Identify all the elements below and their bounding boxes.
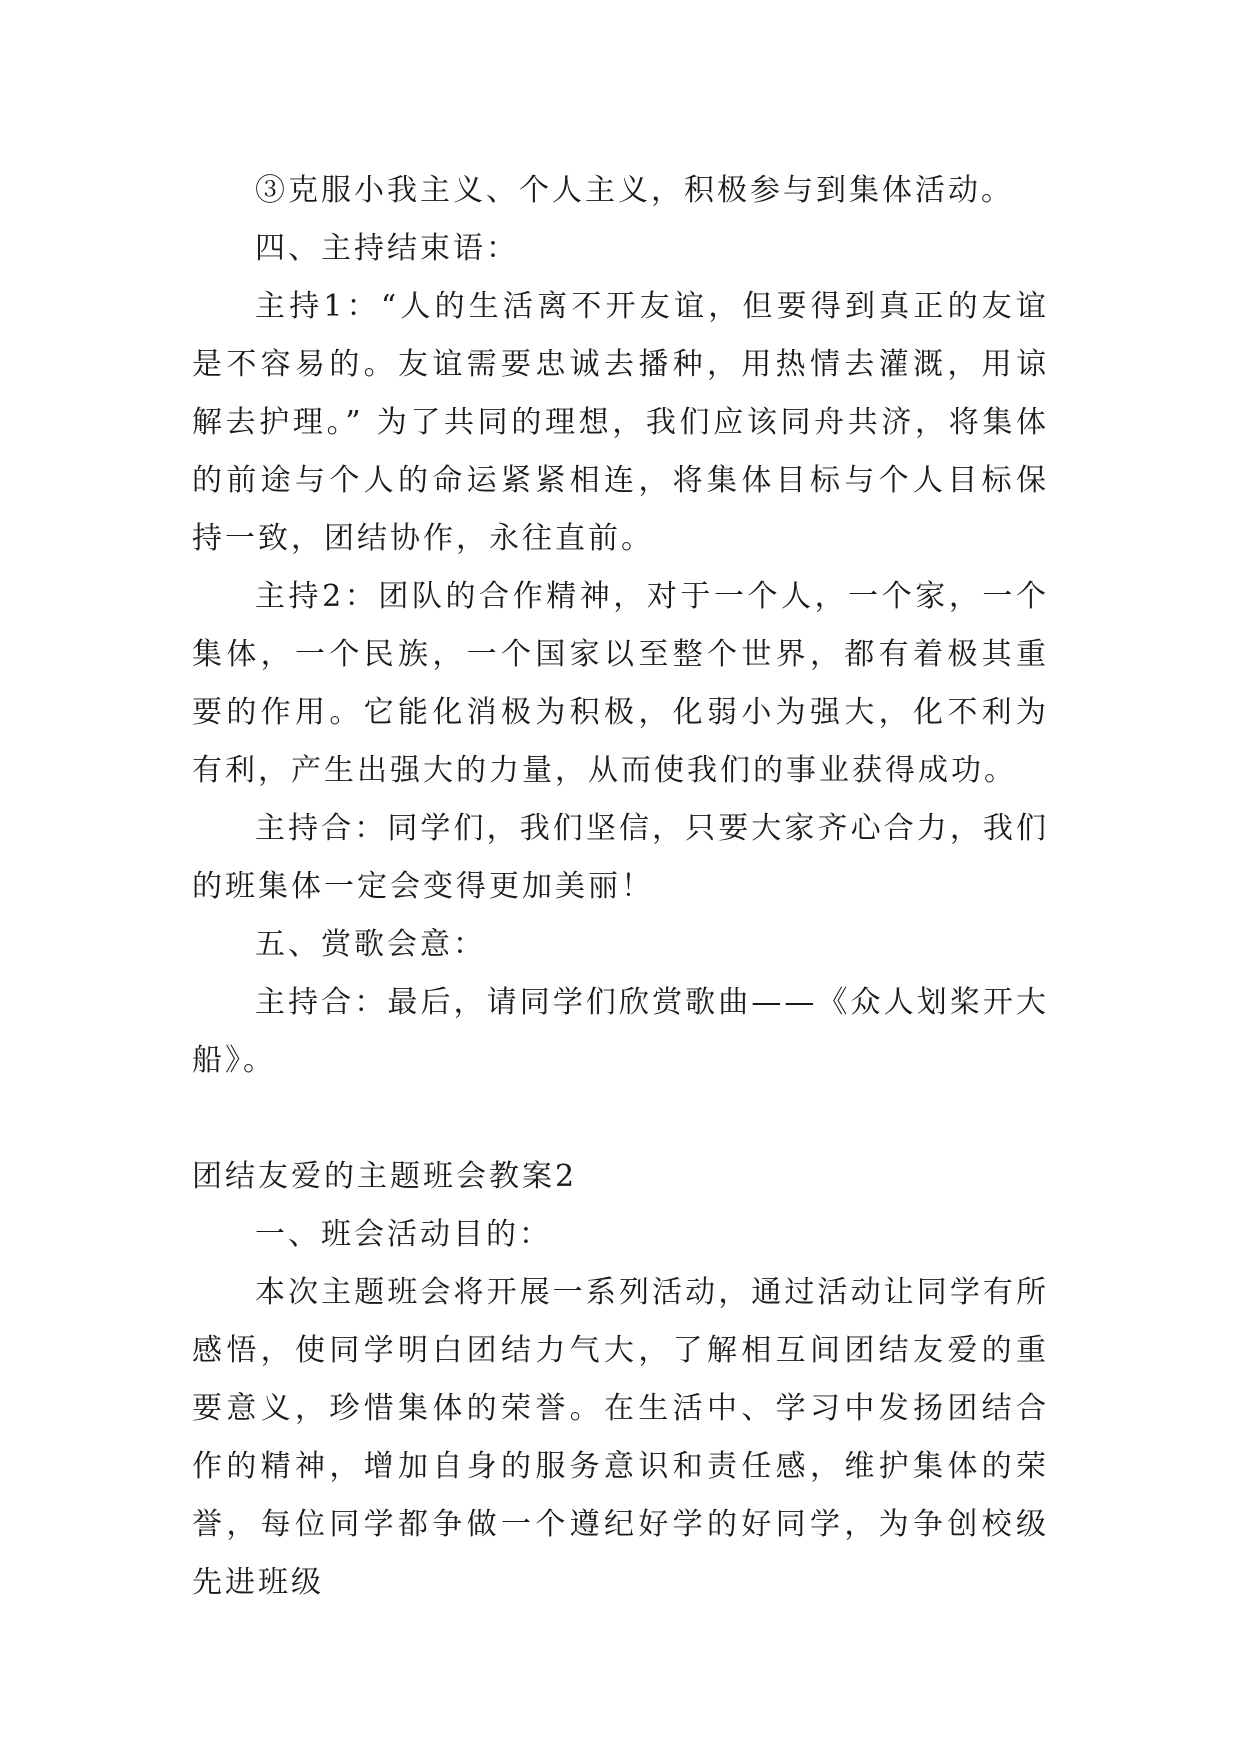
- paragraph: ③克服小我主义、个人主义，积极参与到集体活动。: [255, 173, 1014, 208]
- paragraph-heading: 一、班会活动目的：: [255, 1217, 552, 1252]
- paragraph-heading: 五、赏歌会意：: [255, 927, 486, 962]
- section-title: 团结友爱的主题班会教案2: [192, 1159, 578, 1194]
- paragraph: 本次主题班会将开展一系列活动，通过活动让同学有所感悟，使同学明白团结力气大，了解相互间团结友爱的重要意义，珍惜集体的荣誉。在生活中、学习中发扬团结合作的精神，增加自身的服务意识和责任感，维护集体的荣誉，每位同学都争做一个遵纪好学的好同学，为争创校级先进班级: [192, 1275, 1049, 1600]
- paragraph: 主持合：最后，请同学们欣赏歌曲——《众人划桨开大船》。: [192, 985, 1049, 1078]
- document-page: [192, 162, 1049, 1612]
- paragraph: 主持1：“人的生活离不开友谊，但要得到真正的友谊是不容易的。友谊需要忠诚去播种，用热情去灌溉，用谅解去护理。” 为了共同的理想，我们应该同舟共济，将集体的前途与个人的命运紧紧相连，将集体目标与个人目标保持一致，团结协作，永往直前。: [192, 289, 1049, 556]
- paragraph: 主持合：同学们，我们坚信，只要大家齐心合力，我们的班集体一定会变得更加美丽！: [192, 811, 1049, 904]
- paragraph-heading: 四、主持结束语：: [255, 231, 519, 266]
- paragraph: 主持2：团队的合作精神，对于一个人，一个家，一个集体，一个民族，一个国家以至整个世界，都有着极其重要的作用。它能化消极为积极，化弱小为强大，化不利为有利，产生出强大的力量，从而使我们的事业获得成功。: [192, 579, 1049, 788]
